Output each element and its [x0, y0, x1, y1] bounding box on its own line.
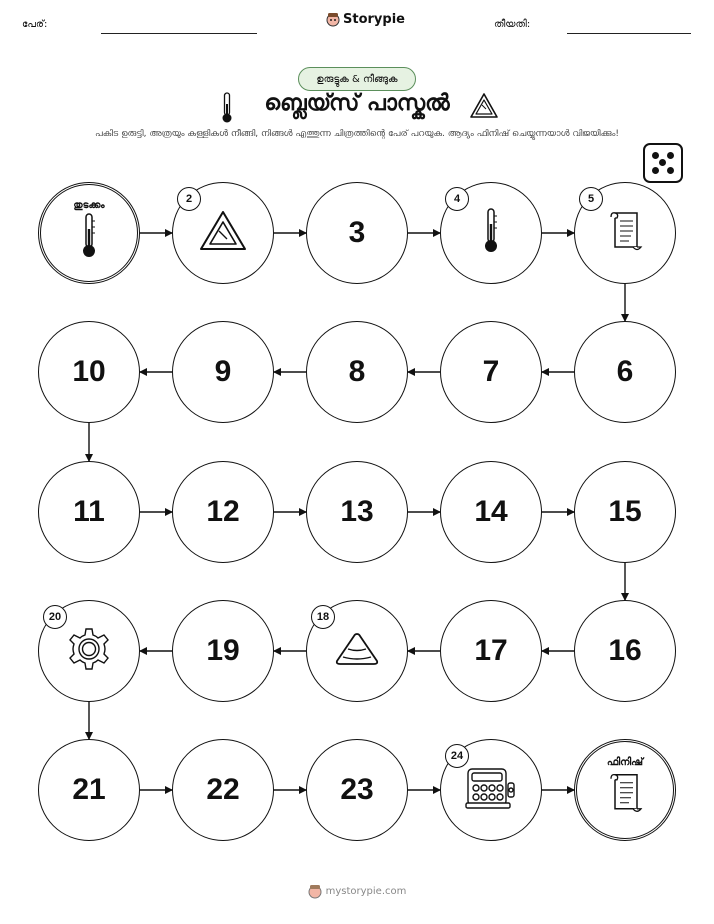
cell-number: 23 — [340, 773, 374, 806]
board-cell-3 — [306, 182, 408, 284]
cell-number: 17 — [474, 634, 508, 667]
board-cell-5 — [574, 182, 676, 284]
board-cell-17 — [440, 600, 542, 702]
footer — [0, 884, 714, 899]
gear-icon — [67, 627, 111, 675]
cell-number: 15 — [608, 495, 642, 528]
page-title: ബ്ലെയ്സ് പാസ്കൽ — [264, 91, 450, 116]
instructions: പകിട ഉരുട്ടി, അത്രയും കള്ളികൾ നീങ്ങി, നിങ്ങൾ എത്തുന്ന ചിത്രത്തിന്റെ പേര് പറയുക. ആദ്യം ഫിനിഷ് ചെയ്യുന്നയാൾ വിജയിക്കും! — [95, 129, 619, 139]
board-cell-4 — [440, 182, 542, 284]
cell-number: 22 — [206, 773, 240, 806]
cell-number: 19 — [206, 634, 240, 667]
date-label: തീയതി: — [494, 19, 531, 30]
cell-number: 13 — [340, 495, 374, 528]
board-cell-21 — [38, 739, 140, 841]
board-cell-20 — [38, 600, 140, 702]
cell-number: 6 — [616, 355, 634, 388]
finish-cell — [574, 739, 676, 841]
calculating-machine-icon — [463, 765, 519, 815]
board-cell-13 — [306, 461, 408, 563]
cell-number-badge: 2 — [177, 187, 201, 211]
cell-number: 11 — [73, 495, 105, 528]
game-type-pill: ഉരുട്ടുക & നീങ്ങുക — [298, 67, 416, 91]
board-cell-19 — [172, 600, 274, 702]
cell-number-badge: 5 — [579, 187, 603, 211]
cell-number: 16 — [608, 634, 642, 667]
cell-number: 8 — [348, 355, 366, 388]
board-cell-15 — [574, 461, 676, 563]
board-cell-14 — [440, 461, 542, 563]
cone-icon — [333, 631, 381, 671]
cell-number: 3 — [348, 216, 366, 249]
start-cell — [38, 182, 140, 284]
cell-number: 7 — [482, 355, 500, 388]
finish-label: ഫിനിഷ് — [606, 757, 644, 768]
footer-url: mystorypie.com — [325, 886, 407, 897]
storypie-mascot-icon — [308, 884, 322, 899]
board-cell-24 — [440, 739, 542, 841]
board-cell-16 — [574, 600, 676, 702]
board-cell-23 — [306, 739, 408, 841]
thermometer-icon — [482, 208, 500, 258]
cell-number: 9 — [214, 355, 232, 388]
board-cell-7 — [440, 321, 542, 423]
start-label: തുടക്കം — [73, 200, 105, 211]
scroll-icon — [607, 771, 643, 819]
scroll-icon — [607, 209, 643, 257]
cell-number: 12 — [206, 495, 240, 528]
thermometer-icon — [80, 213, 98, 263]
board-cell-12 — [172, 461, 274, 563]
board-cell-2 — [172, 182, 274, 284]
cell-number: 14 — [474, 495, 508, 528]
board-cell-8 — [306, 321, 408, 423]
cell-number-badge: 24 — [445, 744, 469, 768]
cell-number: 21 — [72, 773, 106, 806]
board-cell-6 — [574, 321, 676, 423]
board-cell-10 — [38, 321, 140, 423]
brand-name: Storypie — [343, 12, 405, 27]
board-cell-18 — [306, 600, 408, 702]
cell-number-badge: 18 — [311, 605, 335, 629]
warning-triangle-icon — [198, 209, 248, 257]
name-label: പേര്: — [22, 19, 48, 30]
cell-number: 10 — [72, 355, 106, 388]
cell-number-badge: 20 — [43, 605, 67, 629]
board-cell-22 — [172, 739, 274, 841]
cell-number-badge: 4 — [445, 187, 469, 211]
board-cell-11 — [38, 461, 140, 563]
board-cell-9 — [172, 321, 274, 423]
